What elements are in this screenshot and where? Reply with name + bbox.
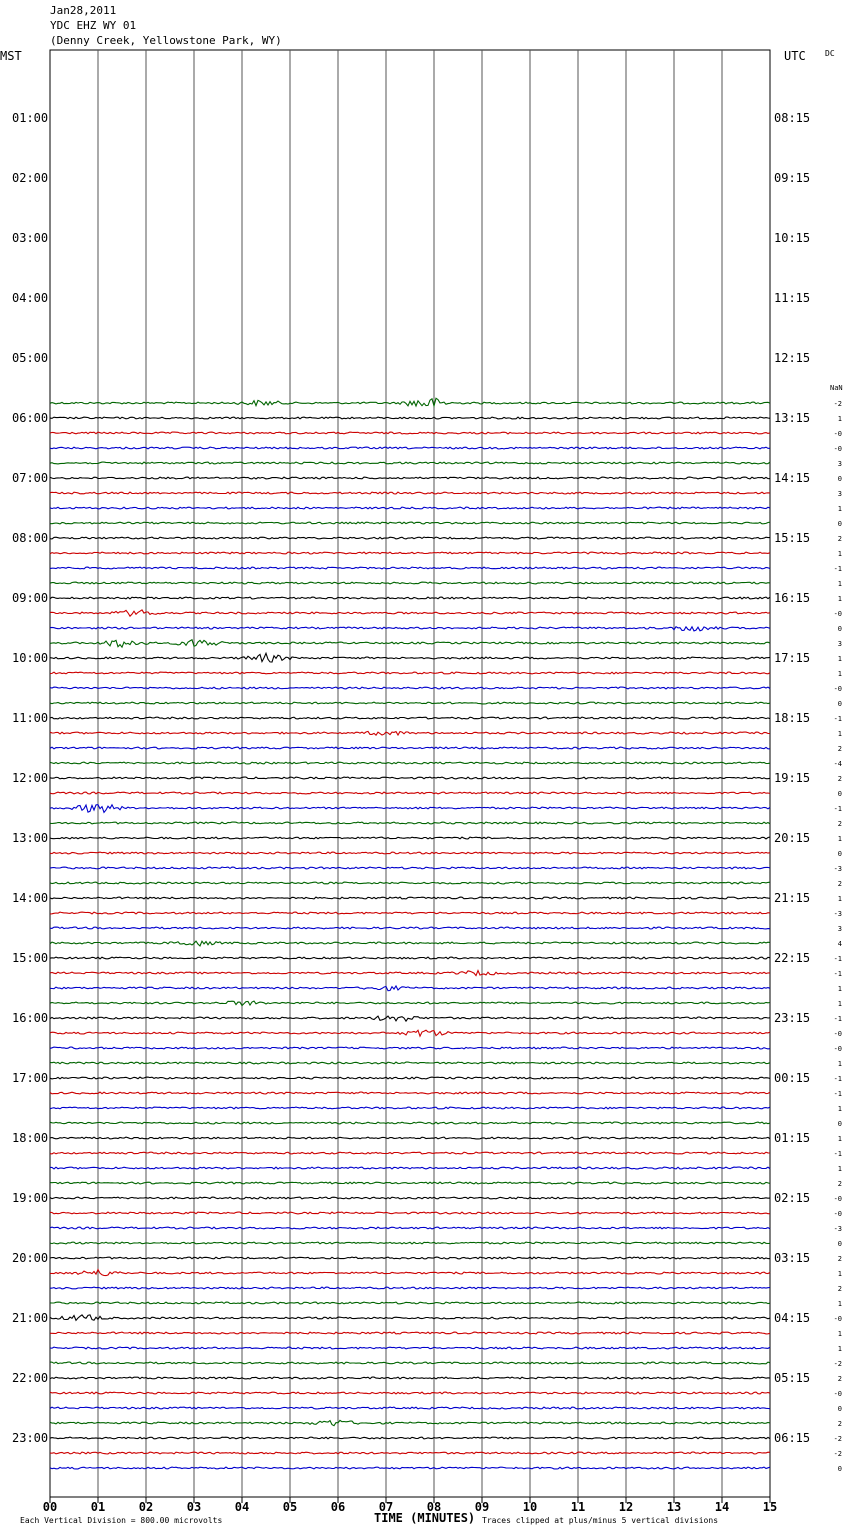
dc-offset-label: 4 [837,940,842,948]
x-axis-label: TIME (MINUTES) [374,1511,476,1525]
dc-offset-label: 1 [837,595,842,603]
seismic-trace [50,1077,770,1079]
dc-offset-label: 0 [837,1465,842,1473]
seismic-trace [50,1030,770,1036]
utc-hour-label: 01:15 [774,1131,811,1145]
utc-hour-label: 18:15 [774,711,811,725]
seismic-trace [50,653,770,662]
dc-offset-label: -0 [833,1210,842,1218]
seismic-trace [50,672,770,674]
dc-offset-label: 2 [837,745,842,753]
utc-hour-label: 19:15 [774,771,811,785]
seismic-trace [50,837,770,839]
dc-offset-label: 3 [837,925,842,933]
utc-hour-label: 16:15 [774,591,811,605]
x-tick-label: 09 [474,1500,490,1514]
dc-offset-label: 2 [837,880,842,888]
seismic-trace [50,702,770,704]
dc-offset-label: 1 [837,1300,842,1308]
dc-offset-label: 0 [837,850,842,858]
seismic-trace [50,912,770,914]
utc-hour-label: 12:15 [774,351,811,365]
dc-offset-label: 0 [837,520,842,528]
seismic-trace [50,1270,770,1276]
seismic-trace [50,522,770,524]
utc-hour-label: 20:15 [774,831,811,845]
seismic-trace [50,1467,770,1469]
dc-offset-label: -1 [833,805,842,813]
dc-offset-label: -2 [833,1435,842,1443]
seismic-trace [50,567,770,569]
dc-offset-label: -2 [833,1360,842,1368]
dc-offset-label: -1 [833,1075,842,1083]
dc-offset-label: -1 [833,970,842,978]
dc-offset-label: -0 [833,685,842,693]
seismic-trace [50,1062,770,1064]
seismic-trace [50,1347,770,1349]
seismic-trace [50,731,770,735]
dc-offset-label: -4 [833,760,842,768]
x-tick-label: 14 [714,1500,730,1514]
mst-hour-label: 04:00 [12,291,49,305]
seismic-trace [50,1377,770,1379]
utc-hour-label: 21:15 [774,891,811,905]
seismic-trace [50,957,770,959]
x-tick-label: 10 [522,1500,538,1514]
dc-offset-label: -0 [833,1045,842,1053]
seismic-trace [50,927,770,929]
seismic-trace [50,417,770,419]
dc-offset-label: 1 [837,1105,842,1113]
x-tick-label: 07 [378,1500,394,1514]
seismic-trace [50,867,770,869]
dc-offset-label: 1 [837,835,842,843]
seismic-trace [50,507,770,509]
x-tick-label: 04 [234,1500,250,1514]
mst-hour-label: 23:00 [12,1431,49,1445]
scale-note: Each Vertical Division = 800.00 microvolts [20,1516,223,1525]
dc-offset-label: 1 [837,1165,842,1173]
dc-offset-label: -2 [833,400,842,408]
dc-offset-label: 1 [837,985,842,993]
dc-offset-label: 2 [837,820,842,828]
seismic-trace [50,897,770,899]
dc-offset-label: 2 [837,1180,842,1188]
utc-hour-label: 17:15 [774,651,811,665]
utc-hour-label: 15:15 [774,531,811,545]
dc-offset-label: -1 [833,565,842,573]
seismic-trace [50,462,770,464]
mst-hour-label: 10:00 [12,651,49,665]
mst-hour-label: 13:00 [12,831,49,845]
dc-offset-label: -0 [833,610,842,618]
plot-frame [50,50,770,1497]
seismic-trace [50,447,770,449]
seismic-trace [50,805,770,813]
dc-offset-label: -1 [833,1150,842,1158]
x-tick-label: 00 [42,1500,58,1514]
dc-offset-label: 2 [837,1285,842,1293]
seismic-trace [50,747,770,749]
seismic-trace [50,1257,770,1259]
x-tick-label: 05 [282,1500,298,1514]
dc-offset-label: -1 [833,955,842,963]
seismic-trace [50,1227,770,1229]
utc-hour-label: 08:15 [774,111,811,125]
dc-offset-label: 1 [837,1135,842,1143]
dc-label: DC [825,49,835,58]
dc-offset-label: 0 [837,1120,842,1128]
dc-offset-label: 1 [837,580,842,588]
seismic-trace [50,1152,770,1154]
mst-hour-label: 18:00 [12,1131,49,1145]
dc-offset-label: 0 [837,790,842,798]
right-tz-label: UTC [784,49,806,63]
dc-offset-label: 1 [837,1270,842,1278]
dc-offset-label: 3 [837,490,842,498]
mst-hour-label: 12:00 [12,771,49,785]
seismic-trace [50,822,770,824]
mst-hour-label: 06:00 [12,411,49,425]
dc-offset-label: -1 [833,715,842,723]
seismic-trace [50,1362,770,1364]
utc-hour-label: 23:15 [774,1011,811,1025]
seismic-trace [50,1212,770,1214]
dc-offset-label: 0 [837,1405,842,1413]
x-tick-label: 06 [330,1500,346,1514]
dc-offset-label: -0 [833,1315,842,1323]
dc-offset-label: 1 [837,1345,842,1353]
seismic-trace [50,1016,770,1021]
dc-offset-label: 1 [837,505,842,513]
x-tick-label: 15 [762,1500,778,1514]
mst-hour-label: 09:00 [12,591,49,605]
seismic-trace [50,477,770,479]
mst-hour-label: 19:00 [12,1191,49,1205]
seismic-trace [50,792,770,794]
seismic-trace [50,1197,770,1199]
seismic-trace [50,610,770,616]
seismic-trace [50,537,770,539]
utc-hour-label: 02:15 [774,1191,811,1205]
x-tick-label: 13 [666,1500,682,1514]
seismic-trace [50,986,770,991]
mst-hour-label: 02:00 [12,171,49,185]
mst-hour-label: 15:00 [12,951,49,965]
clip-note: Traces clipped at plus/minus 5 vertical divisions [482,1516,719,1525]
dc-offset-label: 0 [837,625,842,633]
utc-hour-label: 03:15 [774,1251,811,1265]
dc-offset-label: -1 [833,1015,842,1023]
seismic-trace [50,687,770,689]
seismic-trace [50,1167,770,1169]
dc-offset-label: -0 [833,1390,842,1398]
mst-hour-label: 16:00 [12,1011,49,1025]
dc-offset-label: -0 [833,1195,842,1203]
seismic-trace [50,640,770,648]
dc-offset-label: 2 [837,535,842,543]
header-date: Jan28,2011 [50,4,117,17]
dc-offset-label: 1 [837,1330,842,1338]
x-tick-label: 02 [138,1500,154,1514]
dc-offset-label: 1 [837,1000,842,1008]
dc-offset-label: 0 [837,700,842,708]
x-tick-label: 03 [186,1500,202,1514]
seismic-trace [50,492,770,494]
utc-hour-label: 06:15 [774,1431,811,1445]
left-tz-label: MST [0,49,22,63]
dc-offset-label: -0 [833,445,842,453]
seismic-trace [50,1242,770,1244]
seismic-trace [50,1407,770,1409]
dc-offset-label: 3 [837,640,842,648]
mst-hour-label: 01:00 [12,111,49,125]
dc-offset-label: 2 [837,1255,842,1263]
utc-hour-label: 11:15 [774,291,811,305]
seismic-trace [50,552,770,554]
mst-hour-label: 05:00 [12,351,49,365]
mst-hour-label: 11:00 [12,711,49,725]
utc-hour-label: 00:15 [774,1071,811,1085]
dc-offset-label: 0 [837,475,842,483]
utc-hour-label: 09:15 [774,171,811,185]
dc-offset-label: 0 [837,1240,842,1248]
dc-offset-label: 1 [837,655,842,663]
dc-offset-label: 3 [837,460,842,468]
utc-hour-label: 10:15 [774,231,811,245]
seismic-trace [50,627,770,631]
seismic-trace [50,762,770,764]
dc-offset-label: 2 [837,1375,842,1383]
seismic-trace [50,398,770,406]
dc-offset-label: -3 [833,910,842,918]
dc-offset-label: 1 [837,730,842,738]
mst-hour-label: 17:00 [12,1071,49,1085]
mst-hour-label: 20:00 [12,1251,49,1265]
seismic-trace [50,1420,770,1425]
header-location: (Denny Creek, Yellowstone Park, WY) [50,34,282,47]
utc-hour-label: 22:15 [774,951,811,965]
header-station: YDC EHZ WY 01 [50,19,137,32]
mst-hour-label: 03:00 [12,231,49,245]
utc-hour-label: 04:15 [774,1311,811,1325]
mst-hour-label: 07:00 [12,471,49,485]
nan-label: NaN [830,384,843,392]
dc-offset-label: 1 [837,895,842,903]
seismic-trace [50,597,770,599]
seismic-trace [50,1392,770,1394]
seismic-trace [50,941,770,946]
x-tick-label: 12 [618,1500,634,1514]
utc-hour-label: 05:15 [774,1371,811,1385]
dc-offset-label: -1 [833,1090,842,1098]
seismic-trace [50,1047,770,1049]
seismic-trace [50,432,770,434]
seismic-trace [50,1302,770,1304]
seismic-trace [50,777,770,779]
dc-offset-label: 2 [837,1420,842,1428]
seismic-trace [50,1182,770,1184]
mst-hour-label: 22:00 [12,1371,49,1385]
seismic-trace [50,1287,770,1289]
dc-offset-label: -0 [833,430,842,438]
seismic-trace [50,1001,770,1006]
seismic-trace [50,852,770,854]
x-tick-label: 01 [90,1500,106,1514]
seismic-trace [50,1122,770,1124]
seismic-trace [50,882,770,884]
dc-offset-label: 1 [837,670,842,678]
seismic-trace [50,1452,770,1454]
dc-offset-label: 1 [837,550,842,558]
x-tick-label: 08 [426,1500,442,1514]
mst-hour-label: 21:00 [12,1311,49,1325]
seismic-trace [50,1137,770,1139]
dc-offset-label: -2 [833,1450,842,1458]
dc-offset-label: 1 [837,1060,842,1068]
seismic-trace [50,971,770,976]
dc-offset-label: 2 [837,775,842,783]
mst-hour-label: 08:00 [12,531,49,545]
dc-offset-label: -3 [833,865,842,873]
dc-offset-label: -3 [833,1225,842,1233]
seismic-trace [50,717,770,719]
utc-hour-label: 13:15 [774,411,811,425]
seismic-trace [50,1315,770,1320]
seismic-trace [50,1107,770,1109]
dc-offset-label: 1 [837,415,842,423]
dc-offset-label: -0 [833,1030,842,1038]
x-tick-label: 11 [570,1500,586,1514]
seismic-trace [50,1332,770,1334]
mst-hour-label: 14:00 [12,891,49,905]
seismic-trace [50,582,770,584]
seismic-trace [50,1437,770,1439]
seismic-trace [50,1092,770,1094]
utc-hour-label: 14:15 [774,471,811,485]
